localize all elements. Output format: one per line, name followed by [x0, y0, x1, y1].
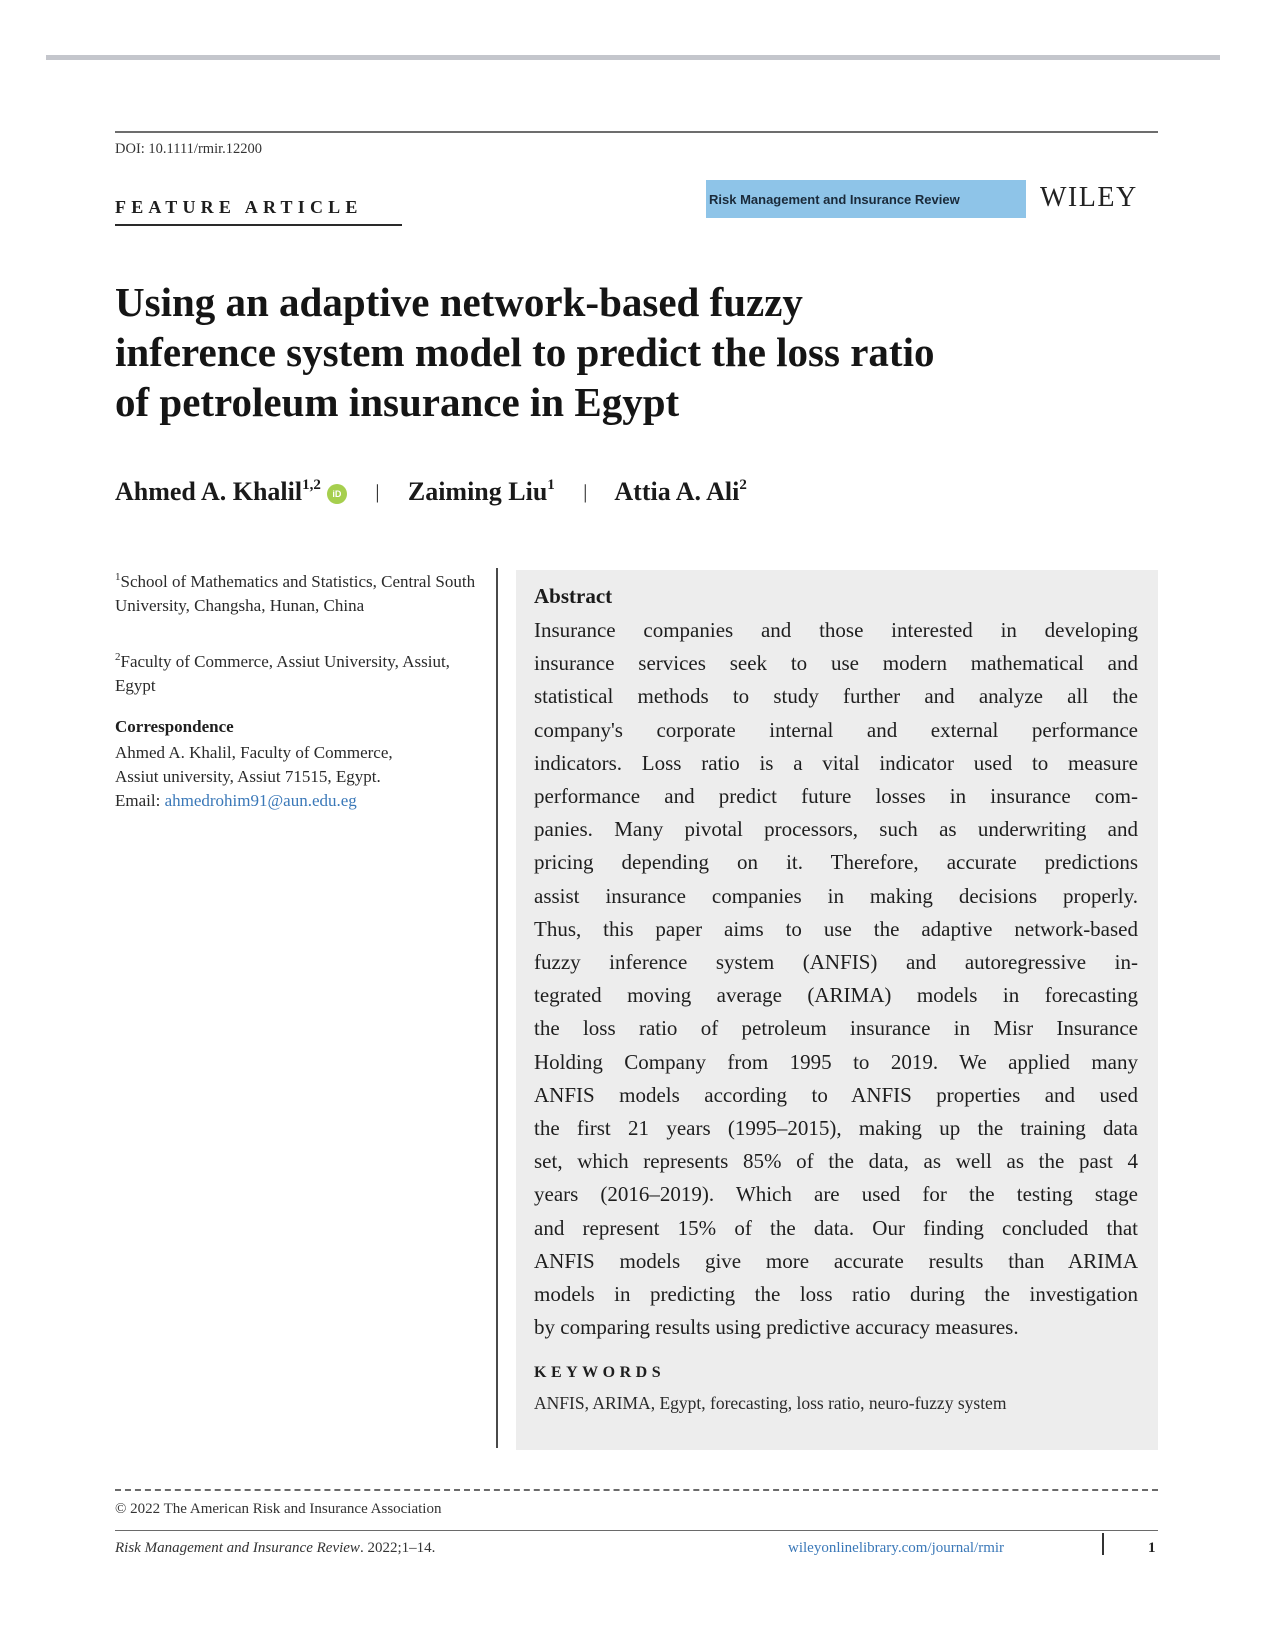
abstract-line: fuzzy inference system (ANFIS) and autoregressive in- — [534, 950, 1138, 975]
header-rule — [115, 131, 1158, 133]
abstract-line: by comparing results using predictive accuracy measures. — [534, 1315, 1019, 1340]
orcid-icon[interactable]: iD — [327, 484, 347, 504]
correspondence-email-line — [115, 789, 485, 813]
top-border-rule — [46, 55, 1220, 60]
abstract-line: models in predicting the loss ratio during the investigation — [534, 1282, 1138, 1307]
page-number: 1 — [1148, 1540, 1156, 1556]
abstract-heading: Abstract — [534, 584, 613, 608]
author-affiliation-mark: 1 — [547, 477, 555, 493]
citation-details: . 2022;1–14. — [359, 1540, 436, 1556]
abstract-line: insurance services seek to use modern mathematical and — [534, 651, 1138, 676]
title-line: of petroleum insurance in Egypt — [115, 379, 680, 425]
abstract-line: company's corporate internal and external performance — [534, 717, 1138, 742]
author-separator: | — [375, 481, 380, 503]
journal-url-link[interactable]: wileyonlinelibrary.com/journal/rmir — [788, 1540, 1005, 1556]
copyright-notice: © 2022 The American Risk and Insurance Association — [115, 1501, 442, 1517]
abstract-line: panies. Many pivotal processors, such as underwriting and — [534, 817, 1138, 842]
abstract-line: ANFIS models according to ANFIS properties and used — [534, 1082, 1138, 1107]
citation-journal: Risk Management and Insurance Review — [115, 1540, 360, 1556]
correspondence-block — [115, 741, 485, 813]
affiliation-number: 2 — [115, 651, 121, 663]
abstract-line: the first 21 years (1995–2015), making up the training data — [534, 1116, 1138, 1141]
abstract-line: years (2016–2019). Which are used for the testing stage — [534, 1182, 1138, 1207]
footer-divider — [1102, 1533, 1104, 1555]
abstract-line: the loss ratio of petroleum insurance in Misr Insurance — [534, 1016, 1138, 1041]
abstract-line: pricing depending on it. Therefore, accurate predictions — [534, 850, 1138, 875]
author-list — [115, 477, 747, 507]
author-separator: | — [583, 481, 588, 503]
column-divider — [496, 568, 498, 1448]
correspondence-heading: Correspondence — [115, 717, 234, 736]
affiliation — [115, 645, 485, 698]
affiliation-text: Faculty of Commerce, Assiut University, Assiut, Egypt — [115, 652, 450, 695]
correspondence-line: Ahmed A. Khalil, Faculty of Commerce, — [115, 743, 393, 762]
abstract-line: statistical methods to study further and analyze all the — [534, 684, 1138, 709]
affiliation-number: 1 — [115, 571, 121, 583]
abstract-line: indicators. Loss ratio is a vital indicator used to measure — [534, 750, 1138, 775]
correspondence-line: Assiut university, Assiut 71515, Egypt. — [115, 767, 381, 786]
publisher-logo[interactable]: WILEY — [1040, 182, 1138, 213]
abstract-line: set, which represents 85% of the data, as well as the past 4 — [534, 1149, 1138, 1174]
article-type-underline — [115, 224, 402, 226]
title-line: inference system model to predict the loss ratio — [115, 329, 935, 375]
abstract-line: ANFIS models give more accurate results than ARIMA — [534, 1248, 1138, 1273]
journal-badge[interactable]: Risk Management and Insurance Review — [706, 180, 1026, 218]
keywords-heading: KEYWORDS — [534, 1364, 666, 1381]
footnote-divider — [115, 1489, 1158, 1491]
email-label: Email: — [115, 791, 165, 810]
abstract-line: and represent 15% of the data. Our finding concluded that — [534, 1215, 1138, 1240]
author-affiliation-mark: 2 — [739, 477, 747, 493]
email-link[interactable]: ahmedrohim91@aun.edu.eg — [164, 791, 357, 810]
keywords-text: ANFIS, ARIMA, Egypt, forecasting, loss ratio, neuro-fuzzy system — [534, 1393, 1007, 1413]
abstract-line: performance and predict future losses in insurance com- — [534, 784, 1138, 809]
abstract-line: Insurance companies and those interested in developing — [534, 618, 1138, 642]
article-title — [115, 277, 1175, 427]
footer-rule — [115, 1530, 1158, 1531]
doi-text[interactable]: DOI: 10.1111/rmir.12200 — [115, 141, 263, 157]
article-type-label: FEATURE ARTICLE — [115, 197, 363, 217]
abstract-line: assist insurance companies in making decisions properly. — [534, 883, 1138, 908]
title-line: Using an adaptive network-based fuzzy — [115, 279, 803, 325]
author-name[interactable]: Attia A. Ali — [614, 477, 740, 506]
affiliation-text: School of Mathematics and Statistics, Central South University, Changsha, Hunan, China — [115, 572, 476, 615]
author-name[interactable]: Ahmed A. Khalil — [115, 477, 303, 506]
affiliation — [115, 565, 485, 618]
abstract-line: tegrated moving average (ARIMA) models in forecasting — [534, 983, 1138, 1008]
author-name[interactable]: Zaiming Liu — [407, 477, 548, 506]
footer-citation — [115, 1540, 435, 1557]
author-affiliation-mark: 1,2 — [302, 477, 321, 493]
abstract-line: Thus, this paper aims to use the adaptive network-based — [534, 916, 1138, 941]
abstract-text — [534, 614, 1138, 1344]
abstract-line: Holding Company from 1995 to 2019. We applied many — [534, 1049, 1138, 1074]
abstract-box — [516, 570, 1158, 1450]
